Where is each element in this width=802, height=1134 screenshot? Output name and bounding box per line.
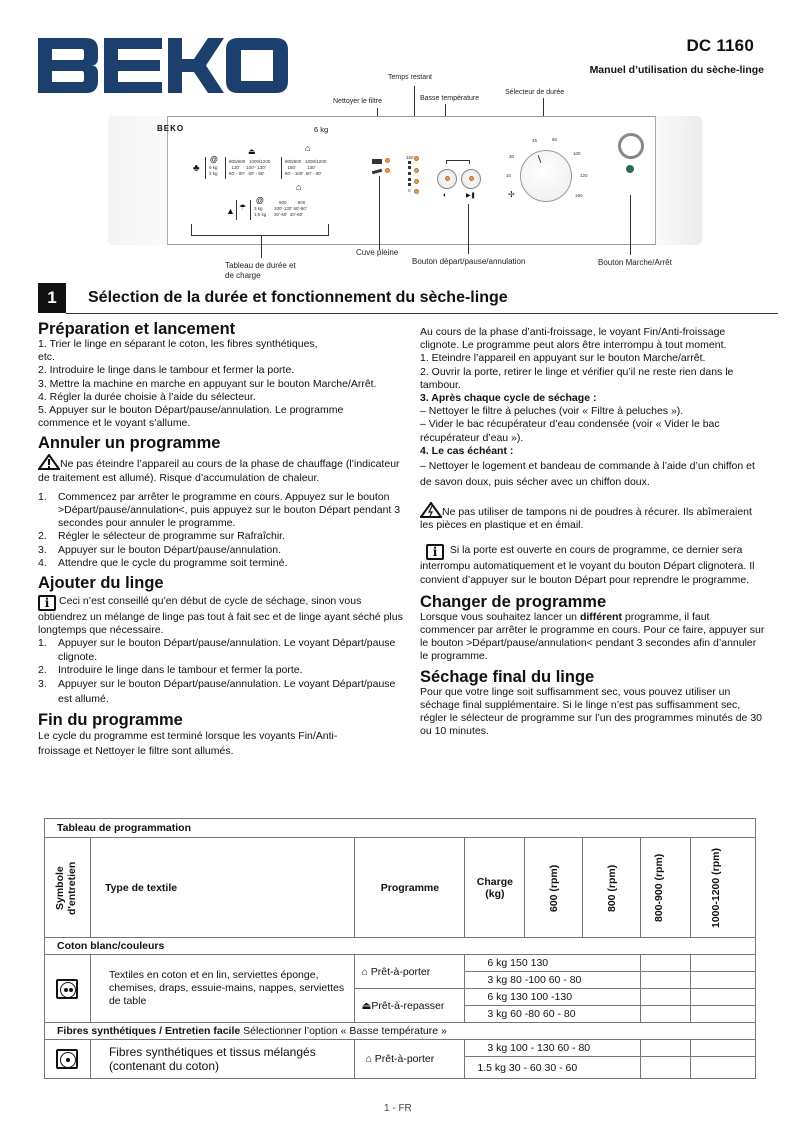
program-cell: ⌂ Prêt-à-porter [355, 1040, 465, 1079]
shirt-icon: ⌂ [365, 1053, 372, 1065]
callout-bouton-depart: Bouton départ/pause/annulation [412, 257, 526, 266]
callout-basse-temperature: Basse température [420, 95, 480, 102]
prep-step-1: 1. Trier le linge en séparant le coton, les fibres synthétiques, etc. [38, 338, 318, 364]
charge-cell: 3 kg 100 - 130 60 - 80 [465, 1040, 641, 1057]
prep-step-2: 2. Introduire le linge dans le tambour et fermer la porte. [38, 364, 295, 377]
remaining-led-4 [414, 189, 419, 194]
prep-step-3: 3. Mettre la machine en marche en appuyant sur le bouton Marche/Arrêt. [38, 377, 377, 390]
charge-cell: 3 kg 60 -80 60 - 80 [465, 1006, 641, 1023]
callout-selecteur-duree: Sélecteur de durée [505, 89, 565, 96]
iron-icon: ⏏ [248, 147, 256, 156]
shirt-icon: ⌂ [296, 182, 302, 192]
section-number: 1 [38, 283, 66, 313]
annuler-warning: Ne pas éteindre l’appareil au cours de la phase de chauffage (l’indicateur de traitement est allumé). Risque d’accumulation de chaleur. [38, 454, 406, 484]
play-pause-icon: ▶❚ [466, 193, 476, 199]
low-temperature-button[interactable] [437, 169, 457, 189]
right-column [420, 326, 765, 738]
electric-warning: Ne pas utiliser de tampons ni de poudres à récurer. Ils abîmeraient les pièces en plastique et en émail. [420, 502, 765, 532]
low-temp-bracket [446, 160, 470, 164]
info-icon: i [426, 544, 444, 560]
iron-icon: ⏏ [361, 999, 372, 1012]
table-caption: Tableau de programmation [45, 819, 756, 838]
tank-led [385, 168, 390, 173]
low-temp-icon: ☂ [239, 203, 247, 212]
fin-text: Le cycle du programme est terminé lorsque les voyants Fin/Anti-froissage et Nettoyer le filtre sont allumés. [38, 730, 338, 758]
heading-changer: Changer de programme [420, 592, 607, 611]
header-rpm-1000-1200: 1000-1200 (rpm) [710, 847, 723, 928]
table-row [45, 1040, 756, 1057]
annuler-step: 3. Appuyer sur le bouton Départ/pause/annulation. [38, 543, 281, 556]
programming-table [44, 818, 756, 1079]
remaining-led-1 [414, 156, 419, 161]
ajouter-step: 1. Appuyer sur le bouton Départ/pause/annulation. Le voyant Départ/pause clignote. [38, 637, 396, 663]
header-rpm-600: 600 (rpm) [547, 863, 560, 912]
anti-froissage-text: Au cours de la phase d’anti-froissage, le voyant Fin/Anti-froissage clignote. Le programme peut alors être interrompu à tout moment. [420, 326, 727, 352]
tumble-dry-low-icon [56, 1049, 78, 1069]
callout-tableau-duree: Tableau de durée et de charge [225, 261, 296, 280]
heading-ajouter: Ajouter du linge [38, 574, 164, 593]
panel-capacity: 6 kg [314, 125, 329, 134]
right-step-1: 1. Eteindre l’appareil en appuyant sur le bouton Marche/arrêt. [420, 352, 706, 365]
dial-tick-10: 10 [506, 173, 512, 178]
heading-sechage-final: Séchage final du linge [420, 667, 595, 686]
header-programme: Programme [355, 838, 465, 938]
door-info: i Si la porte est ouverte en cours de programme, ce dernier sera interrompu automatiquement et le voyant du bouton Départ clignotera. Il convient d’appuyer sur le bouton Départ pour reprendre le programme. [420, 544, 755, 586]
cool-air-icon: ✢ [508, 190, 515, 199]
right-step-2: 2. Ouvrir la porte, retirer le linge et vérifier qu’il ne reste rien dans le tambour. [420, 365, 734, 391]
left-column [38, 320, 406, 759]
panel-left-edge [108, 116, 168, 245]
callout-temps-restant: Temps restant [388, 74, 432, 81]
model-number: DC 1160 [686, 36, 754, 55]
spin-icon: @ [210, 155, 218, 164]
table-header-row [45, 838, 756, 938]
synthetic-icon: ▲ [226, 206, 235, 216]
start-pause-button[interactable] [461, 169, 481, 189]
changer-text: Lorsque vous souhaitez lancer un différent programme, il faut commencer par arrêter le programme en cours. Pour ce faire, appuyer sur le bouton >Départ/pause/annulation< pendant 3 secondes afin d’annuler le programme. [420, 610, 765, 663]
ajouter-info: i Ceci n’est conseillé qu’en début de cycle de séchage, sinon vous obtiendrez un mélange de linge pas tout à fait sec et de linge ayant séché plus longtemps que nécessaire. [38, 595, 403, 637]
table-row [45, 955, 756, 972]
remaining-min-label: 0 [408, 188, 411, 193]
dial-tick-150: 150 [575, 193, 583, 198]
duration-selector-dial[interactable] [520, 150, 572, 202]
power-button[interactable] [618, 133, 644, 159]
dial-tick-100: 100 [573, 151, 581, 156]
annuler-step: 2. Régler le sélecteur de programme sur Rafraîchir. [38, 530, 286, 543]
dial-tick-60: 60 [552, 137, 558, 142]
group-title-row: Coton blanc/couleurs [45, 938, 756, 955]
prep-step-5: 5. Appuyer sur le bouton Départ/pause/annulation. Le programme commence et le voyant s’allume. [38, 404, 344, 430]
sechage-final-text: Pour que votre linge soit suffisamment sec, vous pouvez utiliser un séchage final supplémentaire. Si le linge n’est pas suffisamment sec, régler le sélecteur de programme sur l’un des programmes minutés de 30 ou 10 minutes. [420, 685, 762, 738]
textile-description: Textiles en coton et en lin, serviettes éponge, chemises, draps, essuie-mains, nappes, serviettes de table [90, 955, 355, 1023]
step3-item: – Nettoyer le filtre à peluches (voir « Filtre à peluches »). [420, 405, 684, 418]
panel-right-edge [655, 116, 702, 245]
ajouter-step: 3. Appuyer sur le bouton Départ/pause/annulation. Le voyant Départ/pause est allumé. [38, 678, 396, 706]
header-charge: Charge (kg) [465, 838, 525, 938]
step3-title: 3. Après chaque cycle de séchage : [420, 392, 597, 405]
control-panel-diagram: Temps restant Nettoyer le filtre Basse température Sélecteur de durée BEKO 6 kg ♣ @ 6 kg 3 kg ⏏ 800/600 1000/1200 130' 100'- 130' 60' - 80' 60' - 80' ⌂ 800/600 1000/1200 150' 130' 80' - 100' 60' - 80' ▲ ☂ @ 3 kg 1,5 kg 600 800 100'-130' 60'-80' 30'-60' 30'-60' ⌂ 150 0 ◐ ▶❚ 30 45 60 100 10 120 150 ✢ Tableau de durée et de charge Cuve pleine Bouton départ/pause/annulation Bouton Marche/Arrêt [0, 0, 802, 280]
spin-icon: @ [256, 196, 264, 205]
heading-preparation: Préparation et lancement [38, 320, 236, 338]
step4-title: 4. Le cas échéant : [420, 444, 514, 457]
header-rpm-800: 800 (rpm) [605, 863, 618, 912]
charge-cell: 6 kg 130 100 -130 [465, 989, 641, 1006]
filter-icon [372, 159, 382, 164]
shirt-icon: ⌂ [305, 143, 311, 153]
dial-tick-30: 30 [509, 154, 515, 159]
manual-subtitle: Manuel d’utilisation du sèche-linge [589, 64, 764, 76]
dial-tick-120: 120 [580, 173, 588, 178]
charge-cell: 3 kg 80 -100 60 - 80 [465, 972, 641, 989]
charge-cell: 1.5 kg 30 - 60 30 - 60 [465, 1057, 641, 1079]
dial-tick-45: 45 [532, 138, 538, 143]
prep-step-4: 4. Régler la durée choisie à l’aide du sélecteur. [38, 390, 256, 403]
panel-brand: BEKO [157, 124, 185, 133]
remaining-led-3 [414, 179, 419, 184]
charge-cell: 6 kg 150 130 [465, 955, 641, 972]
annuler-step: 4. Attendre que le cycle du programme soit terminé. [38, 556, 288, 569]
cotton-icon: ♣ [193, 163, 200, 174]
shirt-icon: ⌂ [361, 965, 368, 978]
remaining-led-2 [414, 168, 419, 173]
electric-warning-icon [420, 502, 442, 518]
step3-item: – Vider le bac récupérateur d’eau condensée (voir « Vider le bac récupérateur d’eau »). [420, 418, 720, 444]
power-icon [626, 165, 634, 173]
annuler-step: 1. Commencez par arrêter le programme en cours. Appuyez sur le bouton >Départ/pause/annulation<, puis appuyez sur le bouton Départ pendant 3 secondes pour annuler le programme. [38, 490, 401, 530]
callout-cuve-pleine: Cuve pleine [356, 248, 399, 257]
filter-led [385, 158, 390, 163]
info-icon: i [38, 595, 56, 611]
remaining-max-label: 150 [406, 155, 414, 160]
callout-bouton-marche: Bouton Marche/Arrêt [598, 258, 672, 267]
header-symbole: Symbole d'entretien [54, 860, 79, 915]
step4-item: – Nettoyer le logement et bandeau de commande à l’aide d’un chiffon et de savon doux, puis sécher avec un chiffon doux. [420, 460, 755, 489]
heading-annuler: Annuler un programme [38, 434, 221, 453]
section-divider [66, 313, 778, 314]
ajouter-step: 2. Introduire le linge dans le tambour et fermer la porte. [38, 663, 303, 676]
heading-fin: Fin du programme [38, 711, 183, 730]
page-number: 1 - FR [384, 1103, 412, 1114]
callout-nettoyer-filtre: Nettoyer le filtre [333, 98, 383, 105]
duration-table-bracket [191, 224, 329, 236]
header-type-textile: Type de textile [90, 838, 355, 938]
header-rpm-800-900: 800-900 (rpm) [652, 853, 665, 922]
low-temp-icon: ◐ [443, 192, 448, 199]
program-cell: ⌂ Prêt-à-porter [355, 955, 465, 989]
tumble-dry-normal-icon [56, 979, 78, 999]
warning-icon [38, 454, 60, 470]
group-title-row: Fibres synthétiques / Entretien facile Sélectionner l’option « Basse température » [45, 1023, 756, 1040]
remaining-scale [408, 161, 411, 186]
section-title: Sélection de la durée et fonctionnement du sèche-linge [88, 289, 508, 306]
textile-description: Fibres synthétiques et tissus mélangés (contenant du coton) [90, 1040, 355, 1079]
program-cell: ⏏Prêt-à-repasser [355, 989, 465, 1023]
